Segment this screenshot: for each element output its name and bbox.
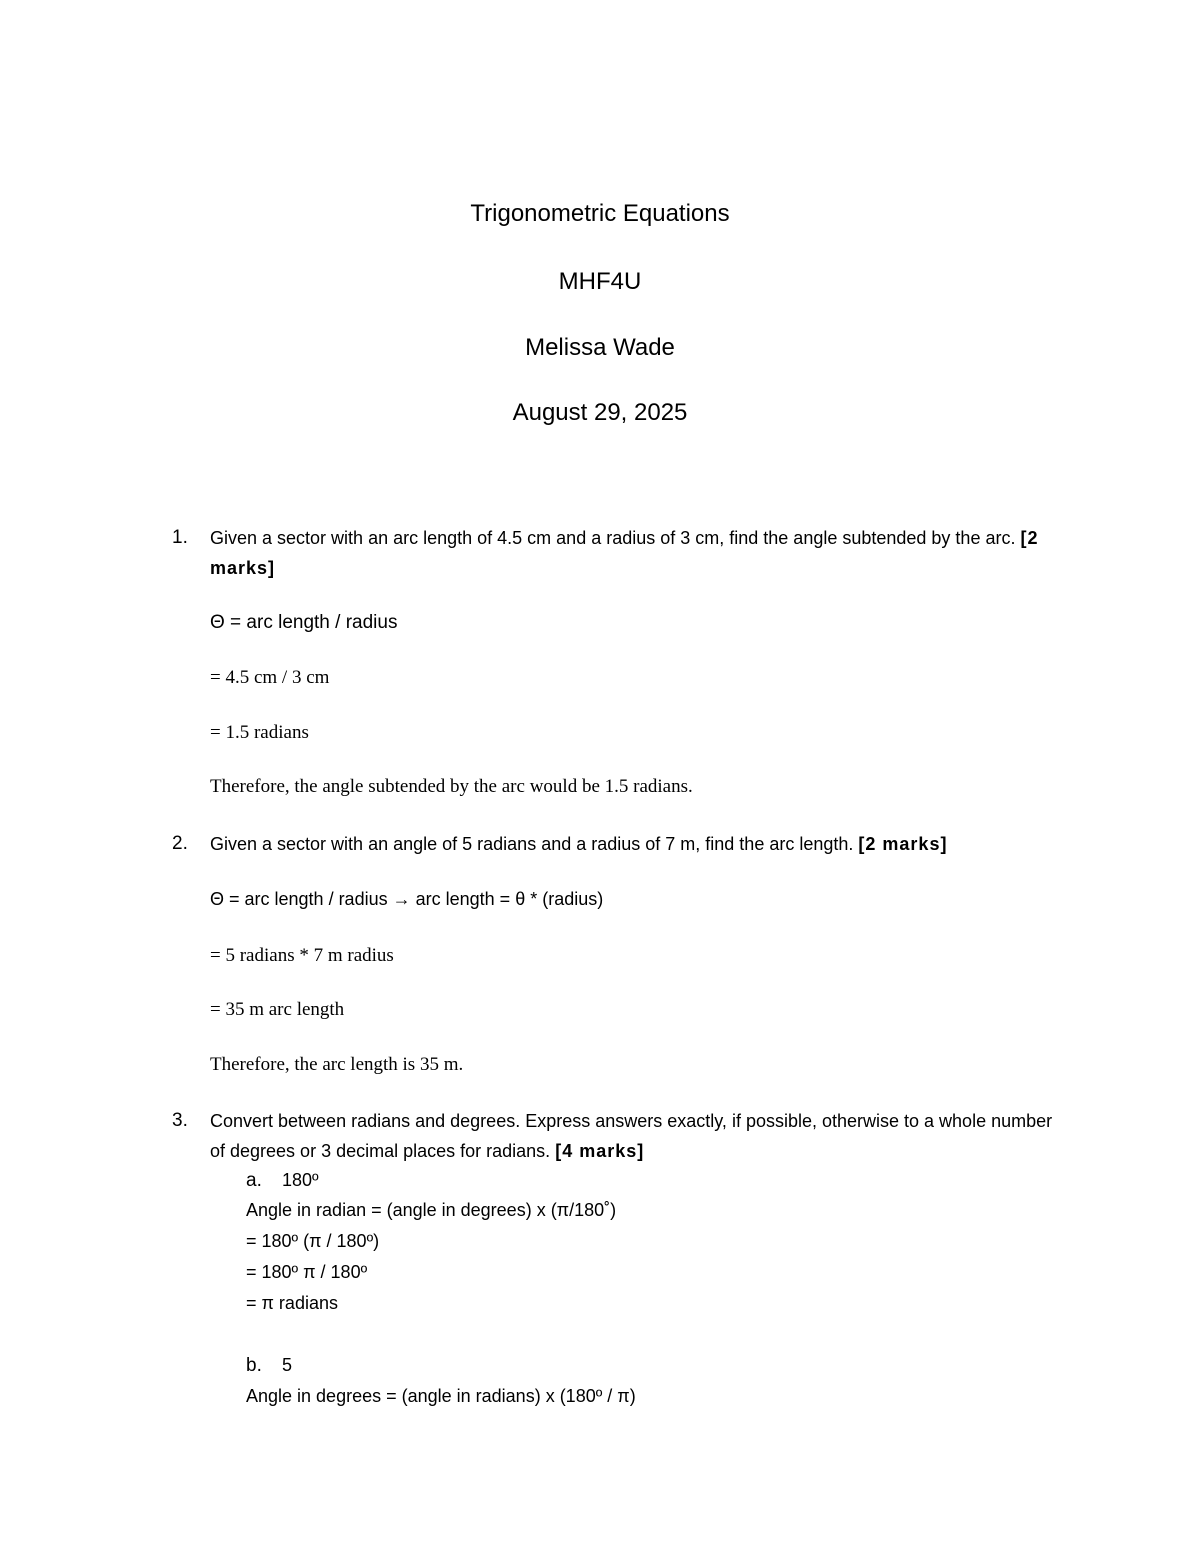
q3-a-step-2: = 180º π / 180º [246,1262,368,1282]
question-2-marks: [2 marks] [858,834,948,854]
course-code: MHF4U [558,268,642,295]
q3-b-formula: Angle in degrees = (angle in radians) x (180º / π) [246,1386,636,1406]
q2-formula-left: Θ = arc length / radius [210,889,388,909]
q3-part-a-label: a. [246,1170,262,1191]
arrow-right-icon: → [392,889,411,909]
question-3-number: 3. [172,1110,188,1131]
document-date: August 29, 2025 [512,399,688,426]
question-1-text [210,523,1070,583]
q2-conclusion: Therefore, the arc length is 35 m. [210,1054,464,1075]
q3-part-a [246,1170,319,1192]
document-title: Trigonometric Equations [470,200,730,227]
q2-step-1: = 5 radians * 7 m radius [210,945,394,966]
q3-a-step-3: = π radians [246,1293,338,1313]
q2-formula-right: arc length = θ * (radius) [415,889,604,909]
q2-step-2: = 35 m arc length [210,999,345,1020]
question-2-text [210,829,1070,859]
q3-part-b [246,1355,292,1377]
question-2-prompt: Given a sector with an angle of 5 radians and a radius of 7 m, find the arc length. [210,834,854,854]
question-1-prompt: Given a sector with an arc length of 4.5 cm and a radius of 3 cm, find the angle subtended by the arc. [210,528,1016,548]
question-3-text [210,1106,1070,1166]
q1-step-2: = 1.5 radians [210,722,309,743]
q2-formula [210,889,603,910]
question-3-marks: [4 marks] [555,1141,645,1161]
author-name: Melissa Wade [525,334,675,361]
q3-part-b-label: b. [246,1355,262,1376]
q1-formula: Θ = arc length / radius [210,612,398,633]
q3-part-b-value: 5 [282,1355,293,1375]
q3-a-formula: Angle in radian = (angle in degrees) x (π/180˚) [246,1200,617,1220]
q1-conclusion: Therefore, the angle subtended by the arc would be 1.5 radians. [210,776,693,797]
q1-step-1: = 4.5 cm / 3 cm [210,667,330,688]
question-2-number: 2. [172,833,188,854]
question-1-marks: [2 marks] [210,528,1039,578]
question-1-number: 1. [172,527,188,548]
q3-part-a-value: 180º [282,1170,319,1190]
question-3-prompt: Convert between radians and degrees. Express answers exactly, if possible, otherwise to a whole number of degrees or 3 decimal places for radians. [210,1111,1053,1161]
q3-a-step-1: = 180º (π / 180º) [246,1231,380,1251]
